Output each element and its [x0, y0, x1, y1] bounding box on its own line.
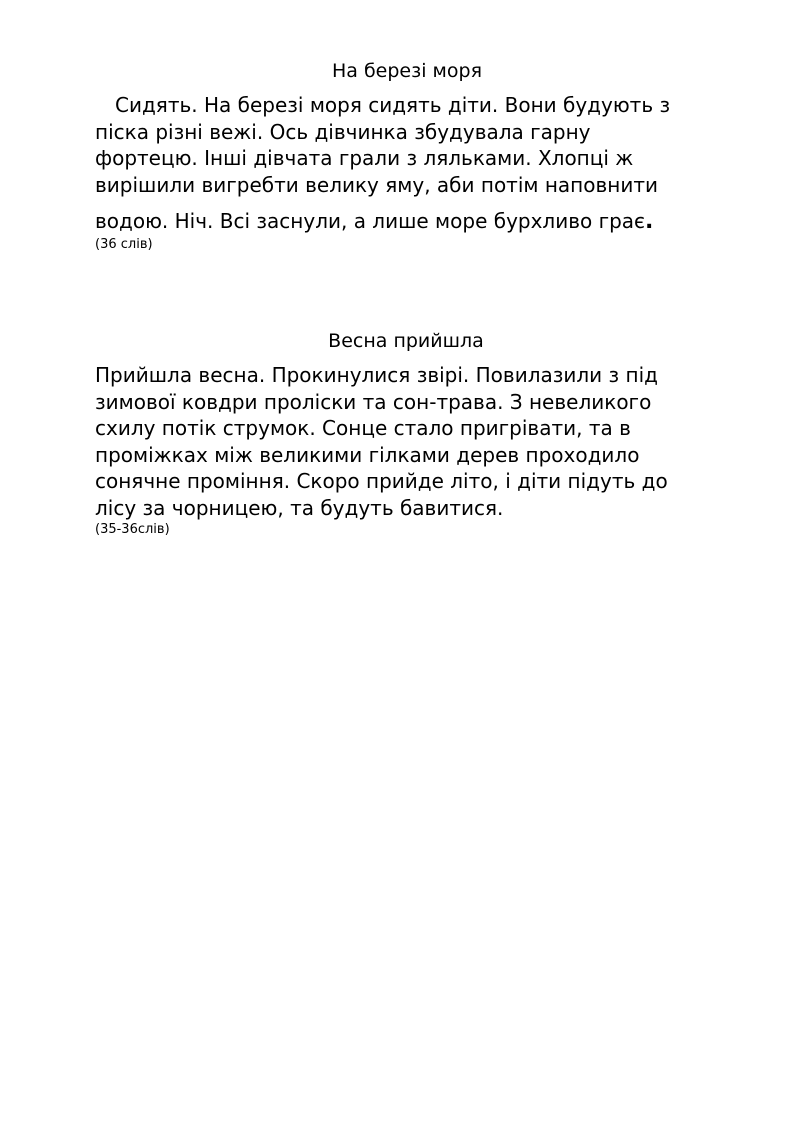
story-title: Весна прийшла: [328, 330, 484, 352]
story-line: піска різні вежі. Ось дівчинка збудувала гарну: [95, 119, 591, 144]
story-line: лісу за чорницею, та будуть бавитися.: [95, 495, 504, 520]
story-line: зимової ковдри проліски та сон-трава. З невеликого: [95, 389, 652, 414]
word-count: (35-36слів): [95, 522, 170, 537]
story-line: Сидять. На березі моря сидять діти. Вони будують з: [115, 93, 671, 117]
final-period: .: [645, 209, 654, 234]
story-line: фортецю. Інші дівчата грали з ляльками. Хлопці ж: [95, 146, 634, 170]
word-count: (36 слів): [95, 236, 153, 252]
story-section-seaside: [95, 58, 717, 254]
story-line: схилу потік струмок. Сонце стало пригрівати, та в: [95, 416, 631, 440]
story-line: Прийшла весна. Прокинулися звірі. Повилазили з під: [95, 363, 658, 387]
story-title: На березі моря: [332, 60, 482, 82]
story-line-final: [95, 208, 717, 236]
story-line: вирішили вигребти велику яму, аби потім наповнити: [95, 172, 658, 197]
story-line: сонячне проміння. Скоро прийде літо, і діти підуть до: [95, 469, 668, 493]
story-line: проміжках між великими гілками дерев проходило: [95, 442, 640, 467]
story-line-text: водою. Ніч. Всі заснули, а лише море бурхливо грає: [95, 209, 646, 233]
story-section-spring: [95, 328, 717, 539]
